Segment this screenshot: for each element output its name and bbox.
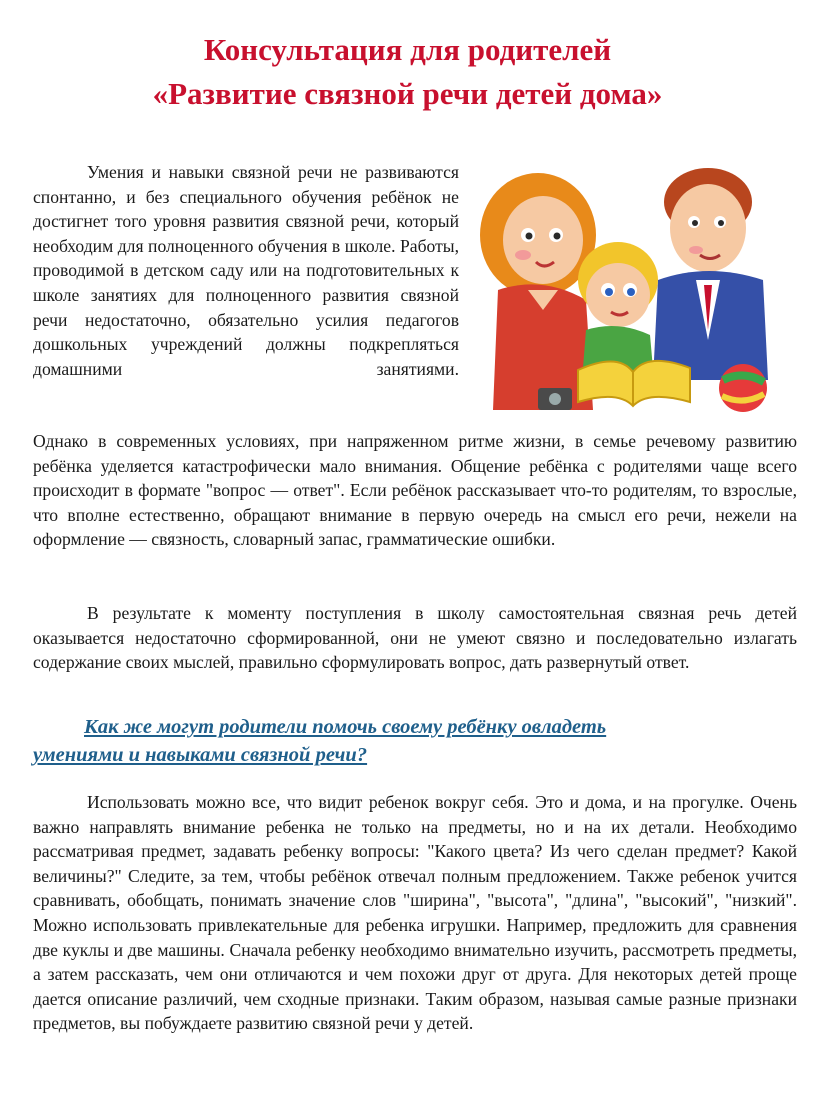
page-title: [0, 28, 815, 116]
title-line-2: «Развитие связной речи детей дома»: [152, 76, 663, 111]
family-reading-illustration: [468, 140, 788, 420]
question-line-1: Как же могут родители помочь своему ребёнку овладеть: [84, 716, 607, 738]
usage-text: Использовать можно все, что видит ребенок вокруг себя. Это и дома, и на прогулке. Очень важно направлять внимание ребенка не только на предметы, но и на их детали. Необходимо рассматривая предмет, задавать ребенку вопросы: "Какого цвета? Из чего сделан предмет? Какой величины?" Следите, за тем, чтобы ребёнок отвечал полным предложением. Также ребенок учится сравнивать, обобщать, понимать значение слов "ширина", "высота", "длина", "высокий", "низкий". Можно использовать привлекательные для ребенка игрушки. Например, предложить для сравнения две куклы и две машины. Сначала ребенку необходимо внимательно изучить, рассмотреть предметы, а затем рассказать, чем они отличаются и чем похожи друг от друга. Для некоторых детей проще дается описание различий, чем сходные признаки. Таким образом, называя самые разные признаки предметов, вы побуждаете развитию связной речи у детей.: [33, 792, 797, 1034]
intro-paragraph: [33, 160, 459, 381]
question-line-2: умениями и навыками связной речи?: [33, 744, 368, 766]
intro-text: Умения и навыки связной речи не развиваются спонтанно, и без специального обучения ребёнок не достигнет того уровня развития связной речи, который необходим для полноценного обучения в школе. Работы, проводимой в детском саду или на подготовительных к школе занятиях для полноценного развития связной речи недостаточно, обязательно усилия педагогов дошкольных учреждений должны подкрепляться домашними занятиями.: [33, 162, 459, 379]
result-paragraph: [33, 601, 797, 675]
continuation-paragraph: Однако в современных условиях, при напряженном ритме жизни, в семье речевому развитию ребёнка уделяется катастрофически мало внимания. Общение ребёнка с родителями чаще всего происходит в формате "вопрос — ответ". Если ребёнок рассказывает что-то родителям, то взрослые, что вполне естественно, обращают внимание в первую очередь на смысл его речи, нежели на оформление — связность, словарный запас, грамматические ошибки.: [33, 431, 797, 550]
title-line-1: Консультация для родителей: [203, 32, 612, 67]
result-text: В результате к моменту поступления в школу самостоятельная связная речь детей оказывается недостаточно сформированной, они не умеют связно и последовательно излагать содержание своих мыслей, правильно сформулировать вопрос, дать развернутый ответ.: [33, 603, 797, 673]
question-heading: [33, 713, 797, 769]
usage-paragraph: [33, 790, 797, 1036]
